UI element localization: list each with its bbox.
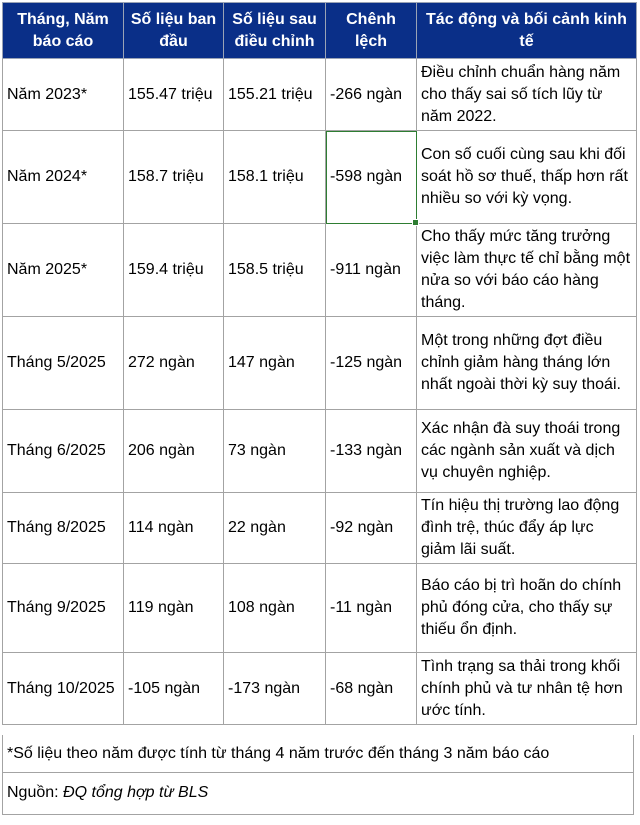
table-row — [3, 59, 637, 131]
cell-revised[interactable]: 155.21 triệu — [224, 59, 326, 131]
source-label: Nguồn: — [7, 784, 64, 801]
table-row — [3, 317, 637, 410]
cell-diff[interactable]: -92 ngàn — [326, 493, 417, 564]
cell-initial[interactable]: 272 ngàn — [124, 317, 224, 410]
selected-cell-diff[interactable] — [326, 131, 417, 224]
cell-period[interactable]: Năm 2023* — [3, 59, 124, 131]
cell-diff[interactable]: -911 ngàn — [326, 224, 417, 317]
cell-diff-value: -598 ngàn — [330, 168, 403, 185]
cell-period[interactable]: Năm 2025* — [3, 224, 124, 317]
header-initial[interactable]: Số liệu ban đầu — [124, 3, 224, 59]
table-row — [3, 653, 637, 725]
cell-context[interactable]: Con số cuối cùng sau khi đối soát hồ sơ thuế, thấp hơn rất nhiều so với kỳ vọng. — [417, 131, 637, 224]
source-line[interactable] — [2, 773, 634, 815]
source-value: ĐQ tổng hợp từ BLS — [63, 784, 209, 801]
cell-initial[interactable]: 206 ngàn — [124, 410, 224, 493]
table-row — [3, 493, 637, 564]
cell-period[interactable]: Tháng 10/2025 — [3, 653, 124, 725]
cell-context[interactable]: Một trong những đợt điều chỉnh giảm hàng tháng lớn nhất ngoài thời kỳ suy thoái. — [417, 317, 637, 410]
cell-context[interactable]: Điều chỉnh chuẩn hàng năm cho thấy sai số tích lũy từ năm 2022. — [417, 59, 637, 131]
cell-initial[interactable]: 159.4 triệu — [124, 224, 224, 317]
cell-revised[interactable]: -173 ngàn — [224, 653, 326, 725]
header-context[interactable]: Tác động và bối cảnh kinh tế — [417, 3, 637, 59]
table-row — [3, 131, 637, 224]
footnote[interactable]: *Số liệu theo năm được tính từ tháng 4 năm trước đến tháng 3 năm báo cáo — [2, 735, 634, 773]
cell-diff[interactable]: -68 ngàn — [326, 653, 417, 725]
cell-context[interactable]: Cho thấy mức tăng trưởng việc làm thực tế chỉ bằng một nửa so với báo cáo hàng tháng. — [417, 224, 637, 317]
cell-revised[interactable]: 147 ngàn — [224, 317, 326, 410]
cell-revised[interactable]: 158.1 triệu — [224, 131, 326, 224]
cell-period[interactable]: Năm 2024* — [3, 131, 124, 224]
cell-initial[interactable]: 114 ngàn — [124, 493, 224, 564]
header-revised[interactable]: Số liệu sau điều chỉnh — [224, 3, 326, 59]
cell-diff[interactable]: -11 ngàn — [326, 564, 417, 653]
cell-initial[interactable]: 119 ngàn — [124, 564, 224, 653]
table-row — [3, 224, 637, 317]
cell-revised[interactable]: 73 ngàn — [224, 410, 326, 493]
cell-revised[interactable]: 22 ngàn — [224, 493, 326, 564]
header-row — [3, 3, 637, 59]
table-row — [3, 564, 637, 653]
cell-diff[interactable]: -133 ngàn — [326, 410, 417, 493]
fill-handle[interactable] — [412, 219, 419, 226]
cell-period[interactable]: Tháng 5/2025 — [3, 317, 124, 410]
cell-revised[interactable]: 158.5 triệu — [224, 224, 326, 317]
cell-diff[interactable]: -266 ngàn — [326, 59, 417, 131]
header-period[interactable]: Tháng, Năm báo cáo — [3, 3, 124, 59]
cell-revised[interactable]: 108 ngàn — [224, 564, 326, 653]
header-diff[interactable]: Chênh lệch — [326, 3, 417, 59]
cell-context[interactable]: Tín hiệu thị trường lao động đình trệ, thúc đẩy áp lực giảm lãi suất. — [417, 493, 637, 564]
cell-context[interactable]: Báo cáo bị trì hoãn do chính phủ đóng cửa, cho thấy sự thiếu ổn định. — [417, 564, 637, 653]
cell-context[interactable]: Xác nhận đà suy thoái trong các ngành sản xuất và dịch vụ chuyên nghiệp. — [417, 410, 637, 493]
cell-period[interactable]: Tháng 9/2025 — [3, 564, 124, 653]
cell-period[interactable]: Tháng 6/2025 — [3, 410, 124, 493]
table-row — [3, 410, 637, 493]
revision-table — [2, 2, 637, 725]
cell-context[interactable]: Tình trạng sa thải trong khối chính phủ và tư nhân tệ hơn ước tính. — [417, 653, 637, 725]
cell-initial[interactable]: 158.7 triệu — [124, 131, 224, 224]
cell-initial[interactable]: -105 ngàn — [124, 653, 224, 725]
cell-initial[interactable]: 155.47 triệu — [124, 59, 224, 131]
cell-diff[interactable]: -125 ngàn — [326, 317, 417, 410]
cell-period[interactable]: Tháng 8/2025 — [3, 493, 124, 564]
